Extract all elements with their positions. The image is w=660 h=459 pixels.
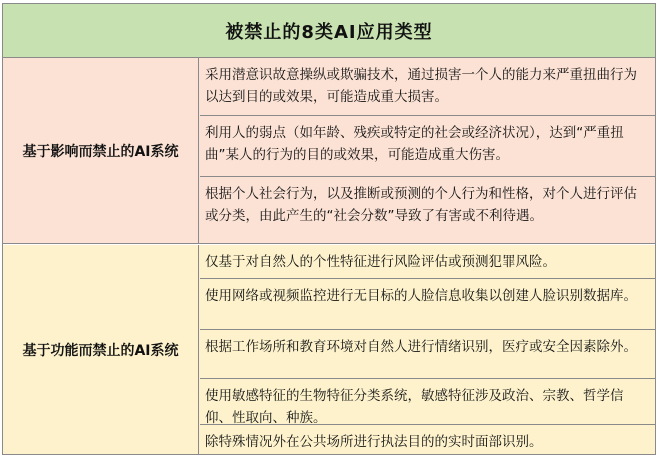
list-item: 仅基于对自然人的个性特征进行风险评估或预测犯罪风险。 [200,245,655,279]
list-item: 采用潜意识故意操纵或欺骗技术，通过损害一个人的能力来严重扭曲行为以达到目的或效果，可能造成重大损害。 [200,58,655,116]
prohibited-ai-table [2,3,656,455]
list-item: 使用敏感特征的生物特征分类系统，敏感特征涉及政治、宗教、哲学信仰、性取向、种族。 [200,379,655,425]
list-item: 利用人的弱点（如年龄、残疾或特定的社会或经济状况），达到“严重扭曲”某人的行为的目的或效果，可能造成重大伤害。 [200,116,655,177]
group-items [200,245,655,454]
table-title: 被禁止的8类AI应用类型 [3,4,655,58]
group-impact-based [3,58,655,244]
list-item: 使用网络或视频监控进行无目标的人脸信息收集以创建人脸识别数据库。 [200,279,655,330]
list-item: 根据工作场所和教育环境对自然人进行情绪识别，医疗或安全因素除外。 [200,330,655,379]
group-function-based [3,245,655,454]
category-label: 基于影响而禁止的AI系统 [3,58,199,243]
list-item: 除特殊情况外在公共场所进行执法目的的实时面部识别。 [205,434,543,450]
category-label: 基于功能而禁止的AI系统 [3,245,199,454]
group-items [200,58,655,243]
list-item: 根据个人社会行为，以及推断或预测的个人行为和性格，对个人进行评估或分类，由此产生的“社会分数”导致了有害或不利待遇。 [205,186,637,224]
